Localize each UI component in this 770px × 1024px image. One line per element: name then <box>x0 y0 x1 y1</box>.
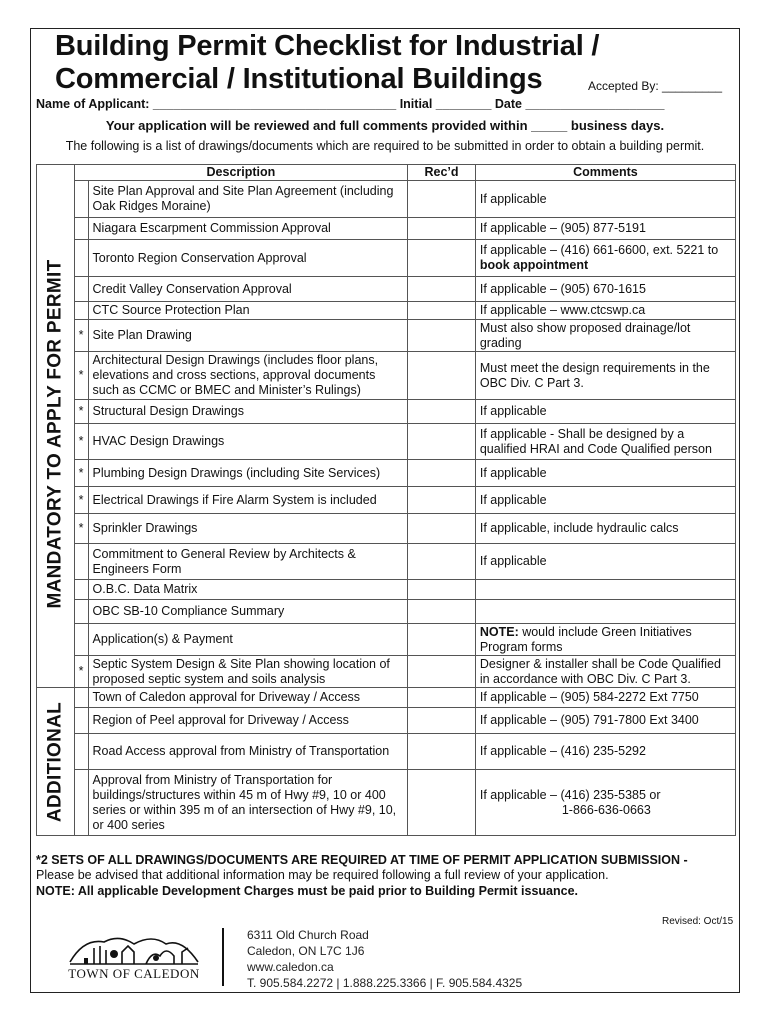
note-label: NOTE: <box>479 624 519 639</box>
table-row <box>37 460 736 487</box>
table-header-row <box>37 165 736 181</box>
applicant-name-field[interactable]: Name of Applicant: ___________________________________ Initial ________ Date ____________________ <box>36 97 665 111</box>
row-description: Site Plan Approval and Site Plan Agreement (including Oak Ridges Moraine) <box>88 181 408 218</box>
row-comments: If applicable <box>475 400 735 424</box>
table-row <box>37 487 736 514</box>
row-description: Niagara Escarpment Commission Approval <box>88 218 408 240</box>
required-star <box>74 600 88 624</box>
required-star <box>74 181 88 218</box>
row-comments: Designer & installer shall be Code Qualified in accordance with OBC Div. C Part 3. <box>475 656 735 688</box>
development-charges-note: NOTE: All applicable Development Charges must be paid prior to Building Permit issuance. <box>36 884 578 898</box>
row-comments: If applicable – (905) 670-1615 <box>475 277 735 302</box>
required-star <box>74 302 88 320</box>
table-row <box>37 181 736 218</box>
row-comments: If applicable <box>475 181 735 218</box>
table-row <box>37 544 736 580</box>
recd-checkbox[interactable] <box>408 218 476 240</box>
recd-checkbox[interactable] <box>408 181 476 218</box>
recd-checkbox[interactable] <box>408 600 476 624</box>
required-star <box>74 770 88 836</box>
row-description: O.B.C. Data Matrix <box>88 580 408 600</box>
table-row <box>37 320 736 352</box>
table-row <box>37 240 736 277</box>
row-description: Approval from Ministry of Transportation for buildings/structures within 45 m of Hwy #9, 10 or 400 series or within 395 m of an intersection of Hwy #9, 10, or 400 series <box>88 770 408 836</box>
row-description: Site Plan Drawing <box>88 320 408 352</box>
required-star: * <box>74 400 88 424</box>
row-description: OBC SB-10 Compliance Summary <box>88 600 408 624</box>
checklist-table <box>36 164 736 836</box>
comment-text: If applicable – (416) 661-6600, ext. 5221 to <box>479 243 719 257</box>
required-star: * <box>74 352 88 400</box>
row-description: Architectural Design Drawings (includes floor plans, elevations and cross sections, approval documents such as CCMC or BMEC and Minister’s Rulings) <box>88 352 408 400</box>
mandatory-label: MANDATORY TO APPLY FOR PERMIT <box>44 259 66 609</box>
recd-checkbox[interactable] <box>408 544 476 580</box>
recd-checkbox[interactable] <box>408 708 476 734</box>
row-comments: Must also show proposed drainage/lot grading <box>475 320 735 352</box>
recd-checkbox[interactable] <box>408 352 476 400</box>
row-comments <box>475 240 735 277</box>
recd-checkbox[interactable] <box>408 770 476 836</box>
required-star: * <box>74 487 88 514</box>
required-star <box>74 734 88 770</box>
row-comments: Must meet the design requirements in the OBC Div. C Part 3. <box>475 352 735 400</box>
row-description: Road Access approval from Ministry of Transportation <box>88 734 408 770</box>
description-header: Description <box>74 165 407 181</box>
row-comments: If applicable <box>475 460 735 487</box>
required-star <box>74 624 88 656</box>
comment-text-line-2: 1-866-636-0663 <box>561 802 651 817</box>
comment-bold-text: book appointment <box>479 258 589 272</box>
table-row <box>37 218 736 240</box>
required-star <box>74 218 88 240</box>
table-row <box>37 514 736 544</box>
recd-checkbox[interactable] <box>408 302 476 320</box>
row-comments <box>475 770 735 836</box>
comment-text: If applicable – (416) 235-5385 or <box>479 787 661 802</box>
row-comments: If applicable <box>475 544 735 580</box>
table-row <box>37 656 736 688</box>
title-line-1: Building Permit Checklist for Industrial / <box>55 30 600 62</box>
row-description: Toronto Region Conservation Approval <box>88 240 408 277</box>
row-comments <box>475 624 735 656</box>
row-description: Application(s) & Payment <box>88 624 408 656</box>
row-comments <box>475 580 735 600</box>
recd-checkbox[interactable] <box>408 734 476 770</box>
recd-checkbox[interactable] <box>408 656 476 688</box>
table-row <box>37 708 736 734</box>
table-row <box>37 302 736 320</box>
side-header-blank <box>37 165 75 181</box>
accepted-by-field[interactable]: Accepted By: _________ <box>588 79 723 93</box>
recd-checkbox[interactable] <box>408 580 476 600</box>
row-comments: If applicable – (905) 877-5191 <box>475 218 735 240</box>
required-star: * <box>74 320 88 352</box>
table-row <box>37 624 736 656</box>
recd-checkbox[interactable] <box>408 624 476 656</box>
additional-label: ADDITIONAL <box>44 701 66 822</box>
table-row <box>37 770 736 836</box>
recd-checkbox[interactable] <box>408 514 476 544</box>
table-row <box>37 600 736 624</box>
recd-checkbox[interactable] <box>408 460 476 487</box>
row-comments: If applicable – (905) 791-7800 Ext 3400 <box>475 708 735 734</box>
row-comments: If applicable <box>475 487 735 514</box>
required-star: * <box>74 514 88 544</box>
recd-checkbox[interactable] <box>408 424 476 460</box>
table-row <box>37 688 736 708</box>
row-description: Electrical Drawings if Fire Alarm System is included <box>88 487 408 514</box>
row-comments: If applicable - Shall be designed by a qualified HRAI and Code Qualified person <box>475 424 735 460</box>
recd-header: Rec’d <box>408 165 476 181</box>
row-description: HVAC Design Drawings <box>88 424 408 460</box>
copies-required-notice: *2 SETS OF ALL DRAWINGS/DOCUMENTS ARE REQUIRED AT TIME OF PERMIT APPLICATION SUBMISSION - <box>36 853 688 867</box>
row-description: Commitment to General Review by Architects & Engineers Form <box>88 544 408 580</box>
additional-info-notice: Please be advised that additional information may be required following a full review of your application. <box>36 868 609 882</box>
row-description: Septic System Design & Site Plan showing location of proposed septic system and soils analysis <box>88 656 408 688</box>
address-line-2: Caledon, ON L7C 1J6 <box>247 944 365 958</box>
mandatory-section <box>37 181 75 688</box>
recd-checkbox[interactable] <box>408 240 476 277</box>
table-row <box>37 400 736 424</box>
recd-checkbox[interactable] <box>408 320 476 352</box>
required-star <box>74 708 88 734</box>
required-star <box>74 688 88 708</box>
required-star: * <box>74 656 88 688</box>
row-description: Sprinkler Drawings <box>88 514 408 544</box>
row-description: Town of Caledon approval for Driveway / Access <box>88 688 408 708</box>
additional-section <box>37 688 75 836</box>
phone-numbers: T. 905.584.2272 | 1.888.225.3366 | F. 905.584.4325 <box>247 976 523 990</box>
row-description: Plumbing Design Drawings (including Site Services) <box>88 460 408 487</box>
table-row <box>37 277 736 302</box>
title-line-2: Commercial / Institutional Buildings <box>55 63 543 95</box>
revision-date: Revised: Oct/15 <box>662 916 734 927</box>
row-comments <box>475 600 735 624</box>
row-description: Region of Peel approval for Driveway / Access <box>88 708 408 734</box>
recd-checkbox[interactable] <box>408 487 476 514</box>
table-row <box>37 424 736 460</box>
required-star <box>74 277 88 302</box>
table-row <box>37 734 736 770</box>
recd-checkbox[interactable] <box>408 277 476 302</box>
required-star <box>74 544 88 580</box>
required-star: * <box>74 424 88 460</box>
table-row <box>37 352 736 400</box>
intro-text: The following is a list of drawings/documents which are required to be submitted in order to obtain a building permit. <box>65 139 705 153</box>
logo-text: TOWN OF CALEDON <box>68 966 200 981</box>
address-line-1: 6311 Old Church Road <box>247 928 369 942</box>
row-description: CTC Source Protection Plan <box>88 302 408 320</box>
footer-divider <box>222 928 224 986</box>
comments-header: Comments <box>475 165 735 181</box>
row-comments: If applicable – (416) 235-5292 <box>475 734 735 770</box>
row-comments: If applicable, include hydraulic calcs <box>475 514 735 544</box>
required-star: * <box>74 460 88 487</box>
review-notice: Your application will be reviewed and full comments provided within _____ business days. <box>105 118 665 133</box>
row-description: Credit Valley Conservation Approval <box>88 277 408 302</box>
row-comments: If applicable – www.ctcswp.ca <box>475 302 735 320</box>
comment-text: would include Green Initiatives Program forms <box>479 624 692 654</box>
recd-checkbox[interactable] <box>408 688 476 708</box>
table-row <box>37 580 736 600</box>
website-link[interactable]: www.caledon.ca <box>247 960 334 974</box>
required-star <box>74 580 88 600</box>
row-comments: If applicable – (905) 584-2272 Ext 7750 <box>475 688 735 708</box>
row-description: Structural Design Drawings <box>88 400 408 424</box>
required-star <box>74 240 88 277</box>
contact-address <box>247 927 522 991</box>
recd-checkbox[interactable] <box>408 400 476 424</box>
